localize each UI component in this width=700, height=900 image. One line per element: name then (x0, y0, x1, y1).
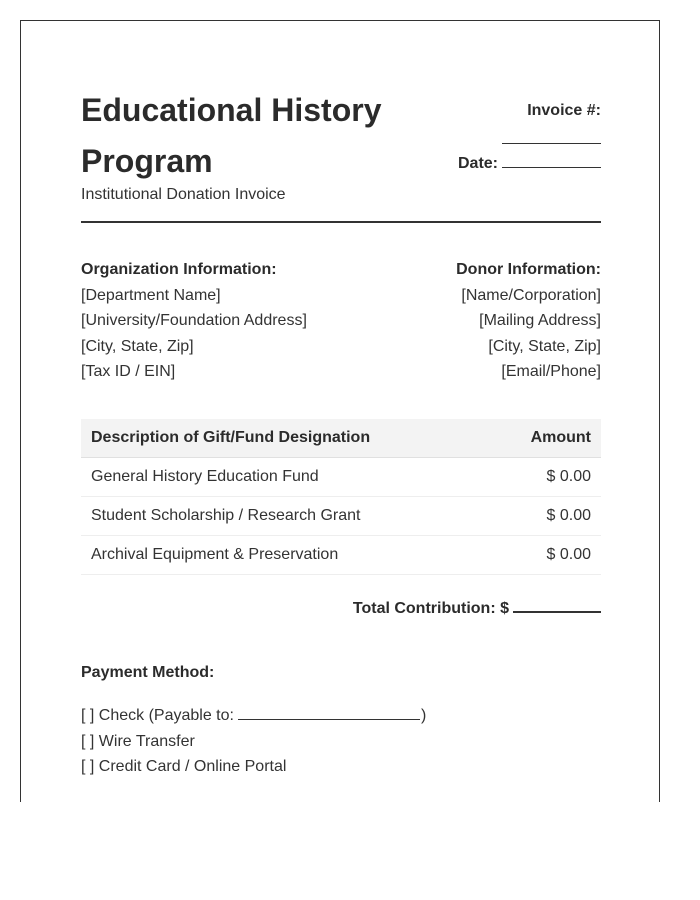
gift-table (81, 419, 601, 575)
invoice-content (81, 21, 601, 775)
column-header-amount: Amount (491, 419, 601, 458)
donor-line: [Name/Corporation] (461, 286, 601, 304)
row-description: Student Scholarship / Research Grant (81, 497, 491, 536)
check-option-suffix: ) (420, 707, 427, 724)
info-section (81, 223, 601, 423)
total-label: Total Contribution: $ (352, 600, 509, 617)
row-amount: $ 0.00 (491, 497, 601, 536)
donor-info (456, 257, 601, 385)
organization-line: [Tax ID / EIN] (81, 363, 176, 380)
date-field (458, 153, 601, 174)
invoice-header (81, 21, 601, 223)
invoice-page (20, 20, 660, 802)
row-description: Archival Equipment & Preservation (81, 536, 491, 575)
table-header-row (81, 419, 601, 458)
table-row (81, 536, 601, 575)
payment-option-wire[interactable]: [ ] Wire Transfer (81, 732, 195, 750)
row-amount: $ 0.00 (491, 458, 601, 497)
organization-heading: Organization Information: (81, 261, 277, 278)
organization-line: [University/Foundation Address] (81, 312, 307, 329)
table-row (81, 458, 601, 497)
donor-line: [Mailing Address] (479, 312, 601, 329)
total-blank[interactable] (513, 597, 601, 613)
row-description: General History Education Fund (81, 458, 491, 497)
check-option-label: [ ] Check (Payable to: (81, 707, 234, 724)
payment-section (81, 664, 426, 780)
organization-line: [Department Name] (81, 286, 221, 304)
payment-heading: Payment Method: (81, 664, 215, 681)
organization-line: [City, State, Zip] (81, 337, 194, 355)
organization-info (81, 257, 307, 385)
payable-to-blank[interactable] (238, 705, 420, 720)
table-row (81, 497, 601, 536)
invoice-number-label: Invoice #: (527, 102, 601, 119)
payment-option-check[interactable] (81, 703, 426, 729)
date-label: Date: (457, 155, 498, 172)
payment-option-card[interactable]: [ ] Credit Card / Online Portal (81, 758, 287, 775)
total-contribution (353, 597, 601, 618)
page-title: Educational History Program (81, 92, 382, 179)
invoice-number-blank[interactable] (502, 143, 601, 144)
date-blank[interactable] (502, 153, 601, 168)
donor-line: [Email/Phone] (501, 363, 601, 380)
column-header-description: Description of Gift/Fund Designation (81, 419, 491, 458)
row-amount: $ 0.00 (491, 536, 601, 575)
page-subtitle: Institutional Donation Invoice (81, 186, 286, 203)
donor-heading: Donor Information: (456, 261, 601, 278)
donor-line: [City, State, Zip] (488, 337, 601, 355)
